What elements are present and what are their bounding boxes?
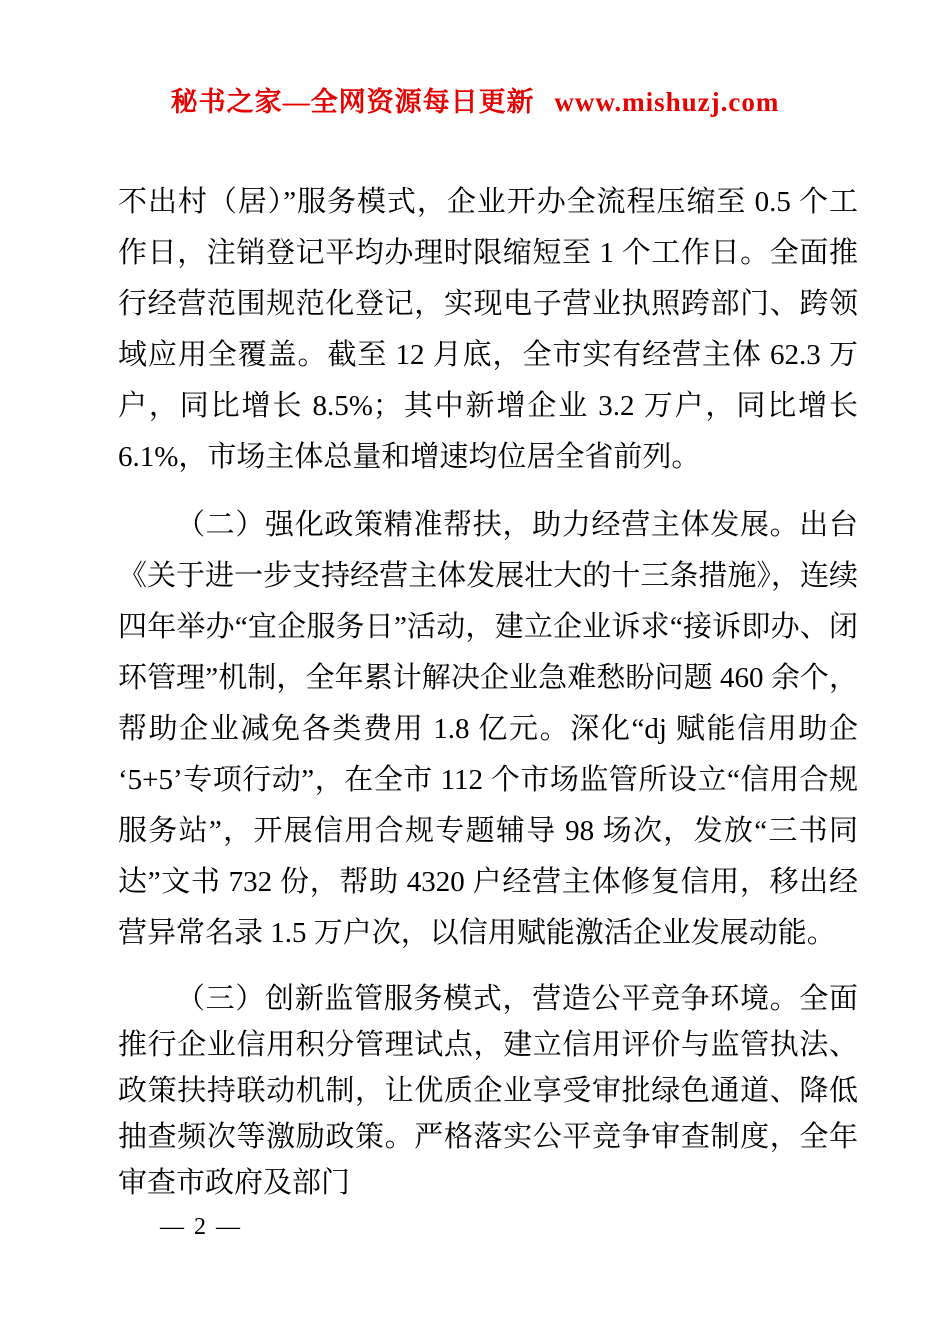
page-number: — 2 — (160, 1214, 242, 1240)
document-body (118, 177, 858, 1206)
page-header (0, 0, 950, 119)
paragraph: （三）创新监管服务模式，营造公平竞争环境。全面推行企业信用积分管理试点，建立信用评价与监管执法、政策扶持联动机制，让优质企业享受审批绿色通道、降低抽查频次等激励政策。严格落实公平竞争审查制度，全年审查市政府及部门 (118, 983, 858, 1199)
paragraph: （二）强化政策精准帮扶，助力经营主体发展。出台《关于进一步支持经营主体发展壮大的十三条措施》，连续四年举办“宜企服务日”活动，建立企业诉求“接诉即办、闭环管理”机制，全年累计解决企业急难愁盼问题 460 余个，帮助企业减免各类费用 1.8 亿元。深化“dj 赋能信用助企 ‘5+5’专项行动”，在全市 112 个市场监管所设立“信用合规服务站”，开展信用合规专题辅导 98 场次，发放“三书同达”文书 732 份，帮助 4320 户经营主体修复信用，移出经营异常名录 1.5 万户次，以信用赋能激活企业发展动能。 (118, 509, 858, 949)
paragraph: 不出村（居）”服务模式，企业开办全流程压缩至 0.5 个工作日，注销登记平均办理时限缩短至 1 个工作日。全面推行经营范围规范化登记，实现电子营业执照跨部门、跨领域应用全覆盖。截至 12 月底，全市实有经营主体 62.3 万户，同比增长 8.5%；其中新增企业 3.2 万户，同比增长 6.1%，市场主体总量和增速均位居全省前列。 (118, 186, 858, 473)
site-url: www.mishuzj.com (554, 87, 780, 117)
site-brand-tagline: 秘书之家—全网资源每日更新 (170, 87, 535, 117)
